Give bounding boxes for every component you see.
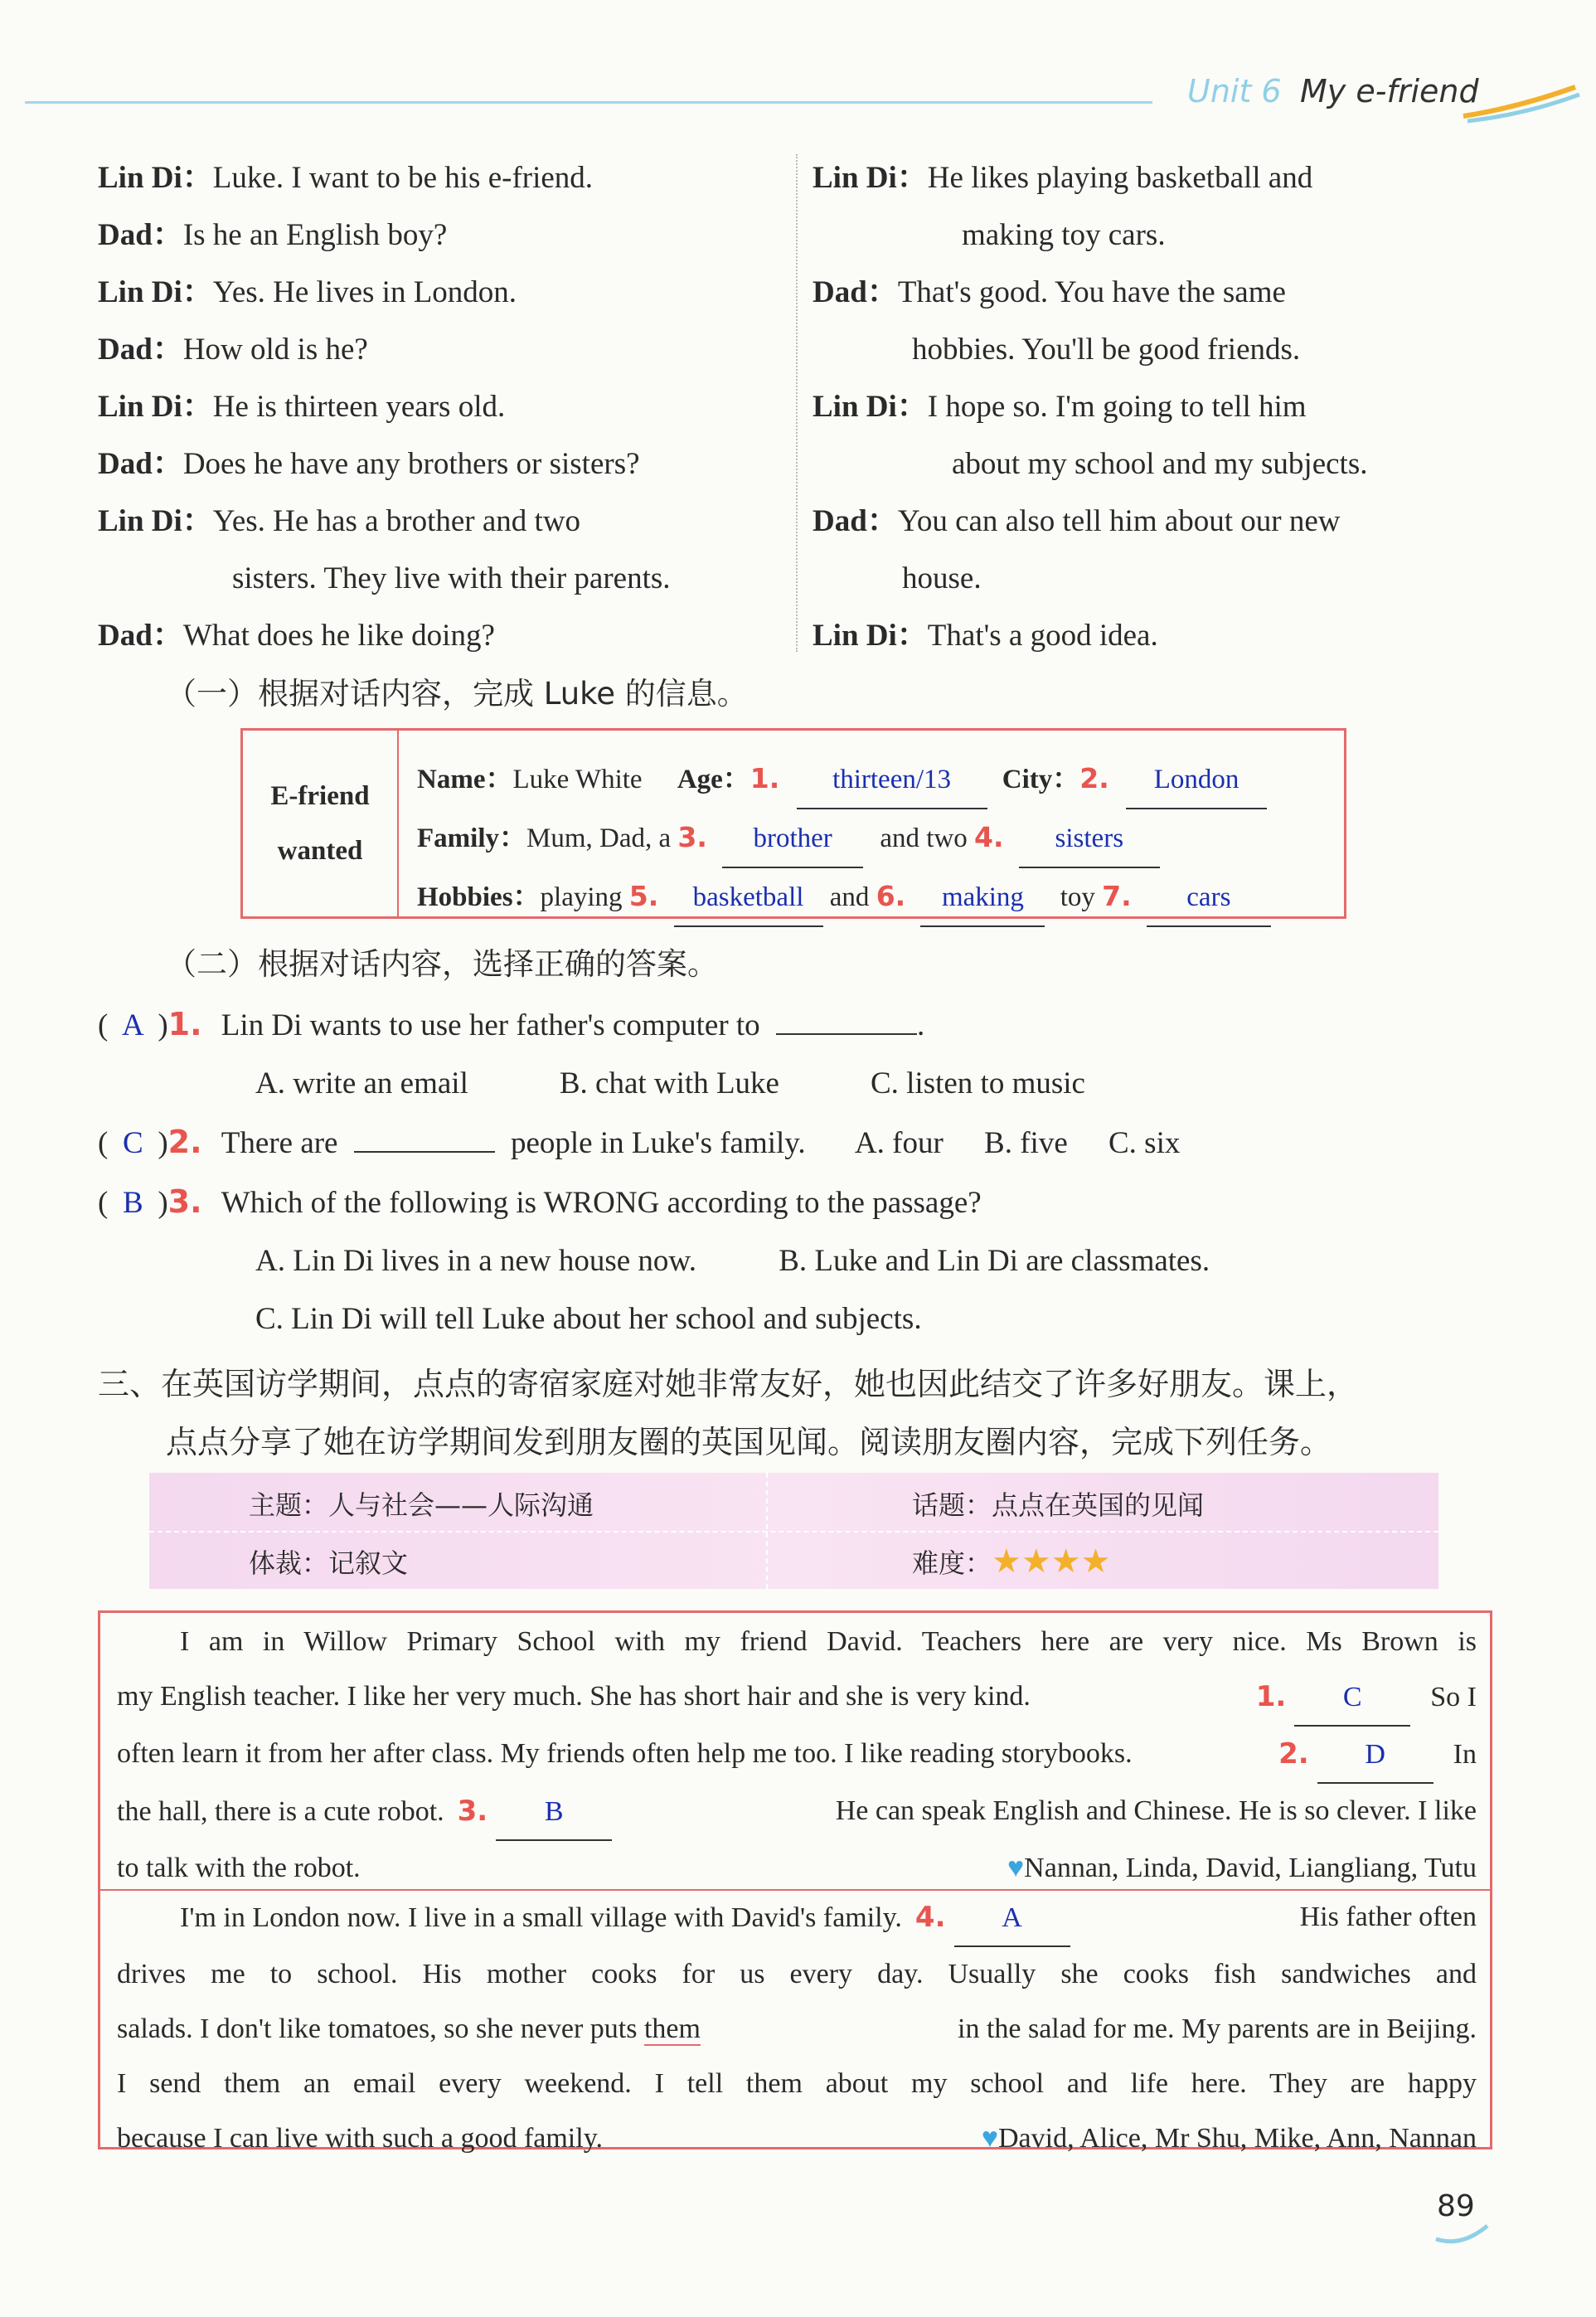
efriend-fields — [417, 750, 1337, 927]
dialogue-line: Dad：That's good. You have the same — [813, 275, 1286, 309]
theme-label: 主题：人与社会——人际沟通 — [249, 1489, 594, 1521]
post-line: the hall, there is a cute robot. 3. B He can speak English and Chinese. He is so clever. I like — [117, 1784, 1477, 1841]
section2-title: （二）根据对话内容，选择正确的答案。 — [166, 946, 718, 982]
post-line: I am in Willow Primary School with my friend David. Teachers here are very nice. Ms Brown is — [180, 1626, 1477, 1657]
answer-blank-2[interactable]: London — [1126, 751, 1267, 809]
post-line: salads. I don't like tomatoes, so she never puts them in the salad for me. My parents are in Beijing. — [117, 2013, 1477, 2044]
section3-title-line2: 点点分享了她在访学期间发到朋友圈的英国见闻。阅读朋友圈内容，完成下列任务。 — [166, 1424, 1332, 1460]
question-3: ( B )3. Which of the following is WRONG according to the passage? — [98, 1173, 1507, 1232]
page-number: 89 — [1437, 2189, 1475, 2223]
dialogue-line: Dad：How old is he? — [98, 333, 368, 367]
difficulty-label: 难度：★★★★ — [912, 1542, 1111, 1581]
genre-label: 体裁：记叙文 — [249, 1547, 409, 1579]
question-1-options — [98, 1055, 1507, 1113]
info-banner — [149, 1473, 1438, 1589]
question-3-options-row2 — [98, 1290, 1507, 1348]
likes-list: ♥Nannan, Linda, David, Liangliang, Tutu — [1007, 1853, 1477, 1883]
efriend-label-line1: E-friend — [270, 781, 370, 811]
post-line: often learn it from her after class. My friends often help me too. I like reading storybooks. 2. D In — [117, 1727, 1477, 1784]
post-line: to talk with the robot. ♥Nannan, Linda, David, Liangliang, Tutu — [117, 1841, 1477, 1896]
option[interactable]: A. write an email — [255, 1066, 468, 1100]
option[interactable]: C. six — [1108, 1126, 1181, 1160]
header-rule — [25, 101, 1152, 104]
dialogue-line: Dad：What does he like doing? — [98, 619, 495, 653]
dialogue-line-cont: making toy cars. — [962, 218, 1166, 252]
mc-questions — [98, 995, 1507, 1348]
post-blank-3[interactable]: B — [496, 1785, 612, 1841]
answer-blank-1[interactable]: thirteen/13 — [797, 751, 987, 809]
post-blank-4[interactable]: A — [954, 1891, 1070, 1947]
efriend-label — [243, 731, 399, 916]
answer-blank-4[interactable]: sisters — [1019, 810, 1160, 868]
dialogue-line: Lin Di：He is thirteen years old. — [98, 390, 506, 424]
post-blank-1[interactable]: C — [1294, 1670, 1410, 1727]
post-2 — [117, 1890, 1477, 2166]
dialogue-line: Lin Di：That's a good idea. — [813, 619, 1158, 653]
post-blank-2[interactable]: D — [1317, 1727, 1433, 1784]
post-1 — [117, 1615, 1477, 1896]
question-2: ( C )2. There are people in Luke's family. A. four B. five C. six — [98, 1113, 1507, 1173]
post-line: my English teacher. I like her very much. She has short hair and she is very kind. 1. C So I — [117, 1669, 1477, 1727]
underlined-word: them — [643, 2013, 701, 2044]
answer-choice-2[interactable]: C — [122, 1126, 143, 1160]
dialogue-right — [813, 149, 1492, 664]
row-name: Name：Luke White Age：1. thirteen/13 City：2. London — [417, 750, 1337, 809]
dialogue-line-cont: house. — [902, 561, 982, 595]
answer-blank-6[interactable]: making — [920, 869, 1045, 927]
answer-choice-1[interactable]: A — [121, 1008, 144, 1042]
dialogue-line: Lin Di：Yes. He lives in London. — [98, 275, 517, 309]
heart-icon: ♥ — [1007, 1853, 1025, 1883]
dialogue-line-cont: hobbies. You'll be good friends. — [912, 333, 1301, 367]
option[interactable]: B. chat with Luke — [559, 1066, 779, 1100]
answer-blank-3[interactable]: brother — [722, 810, 863, 868]
question-3-options-row1 — [98, 1232, 1507, 1290]
question-1-blank — [776, 1033, 917, 1035]
dialogue-line: Dad：Is he an English boy? — [98, 218, 448, 252]
option[interactable]: B. five — [984, 1126, 1068, 1160]
post-line: I'm in London now. I live in a small village with David's family. 4. A His father often — [117, 1890, 1477, 1947]
post-line: I send them an email every weekend. I tell them about my school and life here. They are happy — [117, 2068, 1477, 2099]
page-number-swoosh-icon — [1433, 2222, 1491, 2247]
question-1: ( A )1. Lin Di wants to use her father's computer to . — [98, 995, 1507, 1055]
dialogue-line: Dad：Does he have any brothers or sisters? — [98, 447, 640, 481]
option[interactable]: A. Lin Di lives in a new house now. — [255, 1244, 696, 1278]
topic-label: 话题：点点在英国的见闻 — [912, 1489, 1205, 1521]
unit-label: Unit 6 — [1187, 73, 1282, 109]
moments-box — [98, 1610, 1492, 2154]
post-line: drives me to school. His mother cooks for us every day. Usually she cooks fish sandwiches and — [117, 1959, 1477, 1989]
dialogue-left — [98, 149, 786, 664]
dialogue-line: Lin Di：I hope so. I'm going to tell him — [813, 390, 1307, 424]
post-line: because I can live with such a good family. ♥David, Alice, Mr Shu, Mike, Ann, Nannan — [117, 2111, 1477, 2166]
section3-title — [98, 1355, 1507, 1471]
option[interactable]: C. listen to music — [870, 1066, 1085, 1100]
section1-title: （一）根据对话内容，完成 Luke 的信息。 — [166, 676, 748, 712]
swoosh-decoration-icon — [1459, 83, 1584, 124]
question-2-blank — [354, 1151, 495, 1153]
row-family: Family：Mum, Dad, a 3. brother and two 4. sisters — [417, 809, 1337, 868]
section3-title-line1: 三、在英国访学期间，点点的寄宿家庭对她非常友好，她也因此结交了许多好朋友。课上， — [98, 1366, 1359, 1402]
efriend-label-line2: wanted — [277, 836, 363, 866]
answer-blank-5[interactable]: basketball — [674, 869, 823, 927]
likes-list: ♥David, Alice, Mr Shu, Mike, Ann, Nannan — [981, 2123, 1477, 2154]
row-hobbies: Hobbies：playing 5. basketball and 6. making toy 7. cars — [417, 868, 1337, 927]
dialogue-line-cont: sisters. They live with their parents. — [232, 561, 671, 595]
difficulty-stars-icon: ★★★★ — [992, 1542, 1111, 1581]
option[interactable]: A. four — [854, 1126, 944, 1160]
dialogue-line: Lin Di：Luke. I want to be his e-friend. — [98, 161, 594, 195]
heart-icon: ♥ — [981, 2123, 998, 2154]
efriend-info-table — [240, 728, 1346, 919]
option[interactable]: C. Lin Di will tell Luke about her school and subjects. — [255, 1302, 922, 1336]
dialogue-line: Lin Di：He likes playing basketball and — [813, 161, 1313, 195]
answer-blank-7[interactable]: cars — [1147, 869, 1271, 927]
column-separator — [796, 154, 798, 652]
unit-title: My e-friend — [1300, 73, 1479, 109]
banner-divider-h — [149, 1531, 1438, 1533]
dialogue-line: Dad：You can also tell him about our new — [813, 504, 1341, 538]
option[interactable]: B. Luke and Lin Di are classmates. — [779, 1244, 1210, 1278]
dialogue-line-cont: about my school and my subjects. — [952, 447, 1368, 481]
answer-choice-3[interactable]: B — [122, 1186, 143, 1220]
dialogue-line: Lin Di：Yes. He has a brother and two — [98, 504, 581, 538]
